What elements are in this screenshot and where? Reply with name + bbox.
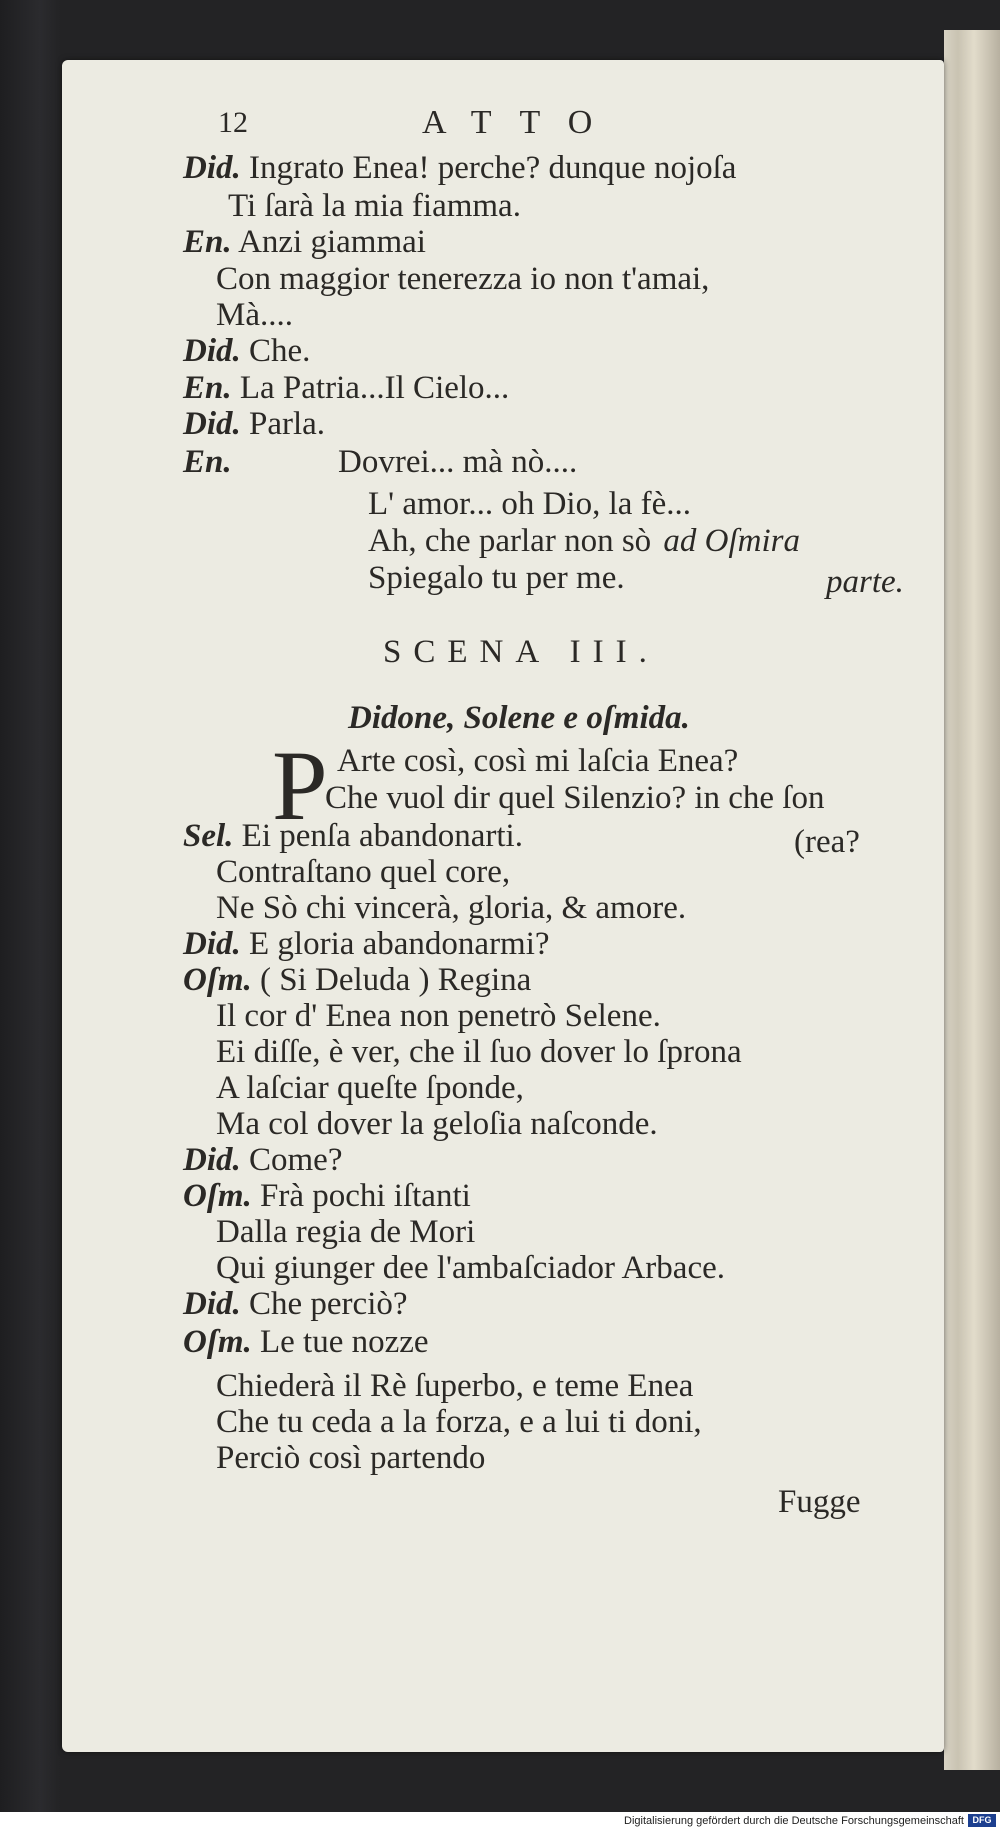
dialogue-line [216,1072,524,1105]
speaker: En. [183,224,232,260]
dialogue-line [368,488,691,521]
speaker: Did. [183,406,241,442]
dialogue-line [216,1252,725,1285]
speaker: Did. [183,1286,241,1322]
scene-characters: Didone, Solene e oſmida. [348,700,690,736]
verse: Dovrei... mà nò.... [338,444,578,480]
verse: La Patria...Il Cielo... [239,370,510,406]
verse: Frà pochi iſtanti [260,1178,471,1214]
stage-direction: ad Oſmira [663,523,801,559]
dialogue-line [216,1406,702,1439]
dialogue-line [216,299,293,332]
speaker: En. [183,370,232,406]
dialogue-line [216,1000,661,1033]
verse: Ah, che parlar non sò [368,523,652,559]
dialogue-line [368,525,800,558]
dialogue-line [183,372,509,405]
speaker: Did. [183,926,241,962]
speaker: En. [183,444,232,480]
verse: Che perciò? [249,1286,408,1322]
verse: Dalla regia de Mori [216,1214,476,1250]
verse: Che. [249,333,311,369]
dialogue-line [183,1180,471,1213]
dialogue-line [337,745,738,778]
dialogue-line [183,964,531,997]
running-head: ATTO [422,104,621,141]
speaker: Did. [183,150,241,186]
dialogue-line [216,1442,485,1475]
verse: Qui giunger dee l'ambaſciador Arbace. [216,1250,725,1286]
speaker: Did. [183,333,241,369]
turnover-text: (rea? [794,824,860,860]
verse: L' amor... oh Dio, la fè... [368,486,692,522]
verse: Contraſtano quel core, [216,854,511,890]
dialogue-line [183,928,550,961]
digitization-credit: Digitalisierung gefördert durch die Deutsche Forschungsgemeinschaft [624,1815,964,1827]
speaker: Oſm. [183,1324,252,1360]
drop-cap-initial: P [272,730,328,841]
dialogue-line [183,1326,429,1359]
dialogue-line [183,408,325,441]
page-number: 12 [218,106,248,139]
dialogue-line [216,856,510,889]
verse: Come? [249,1142,343,1178]
dialogue-line [183,335,310,368]
verse: Spiegalo tu per me. [368,560,625,596]
speaker: Did. [183,1142,241,1178]
dialogue-line [216,1036,742,1069]
verse: Le tue nozze [260,1324,429,1360]
speaker: Oſm. [183,962,252,998]
verse: Anzi giammai [238,224,426,260]
dialogue-line [325,782,824,815]
verse: Il cor d' Enea non penetrò Selene. [216,998,661,1034]
verse: Ma col dover la geloſia naſconde. [216,1106,658,1142]
stage-direction: parte. [826,564,904,600]
verse: Con maggior tenerezza io non t'amai, [216,261,710,297]
dialogue-line [228,190,521,223]
verse: Che tu ceda a la forza, e a lui ti doni, [216,1404,702,1440]
speaker: Sel. [183,818,234,854]
verse: Ei diſſe, è ver, che il ſuo dover lo ſprona [216,1034,742,1070]
dialogue-line [183,226,426,259]
verse: Mà.... [216,297,293,333]
dialogue-line [216,1108,658,1141]
catchword: Fugge [778,1484,861,1520]
dialogue-line [183,1144,342,1177]
verse: Ei penſa abandonarti. [241,818,523,854]
dialogue-line [216,892,686,925]
verse: Arte così, così mi laſcia Enea? [337,743,739,779]
verse: Che vuol dir quel Silenzio? in che ſon [325,780,825,816]
speaker: Oſm. [183,1178,252,1214]
verse: Ingrato Enea! perche? dunque nojoſa [249,150,737,186]
dialogue-line [216,1216,475,1249]
verse: Chiederà il Rè ſuperbo, e teme Enea [216,1368,694,1404]
dialogue-line [216,1370,693,1403]
dialogue-line [338,446,577,479]
verse: Ne Sò chi vincerà, gloria, & amore. [216,890,687,926]
verse: A laſciar queſte ſponde, [216,1070,524,1106]
verse: ( Si Deluda ) Regina [260,962,532,998]
scene-title: SCENA III. [383,634,659,670]
dialogue-line [368,562,625,595]
dialogue-line [183,820,523,853]
verse: Ti ſarà la mia fiamma. [228,188,521,224]
dialogue-line [183,152,736,185]
dialogue-line [183,446,232,479]
verse: E gloria abandonarmi? [249,926,550,962]
verse: Parla. [249,406,326,442]
dialogue-line [216,263,709,296]
dialogue-line [183,1288,408,1321]
dfg-logo: DFG [968,1814,996,1827]
verse: Perciò così partendo [216,1440,486,1476]
